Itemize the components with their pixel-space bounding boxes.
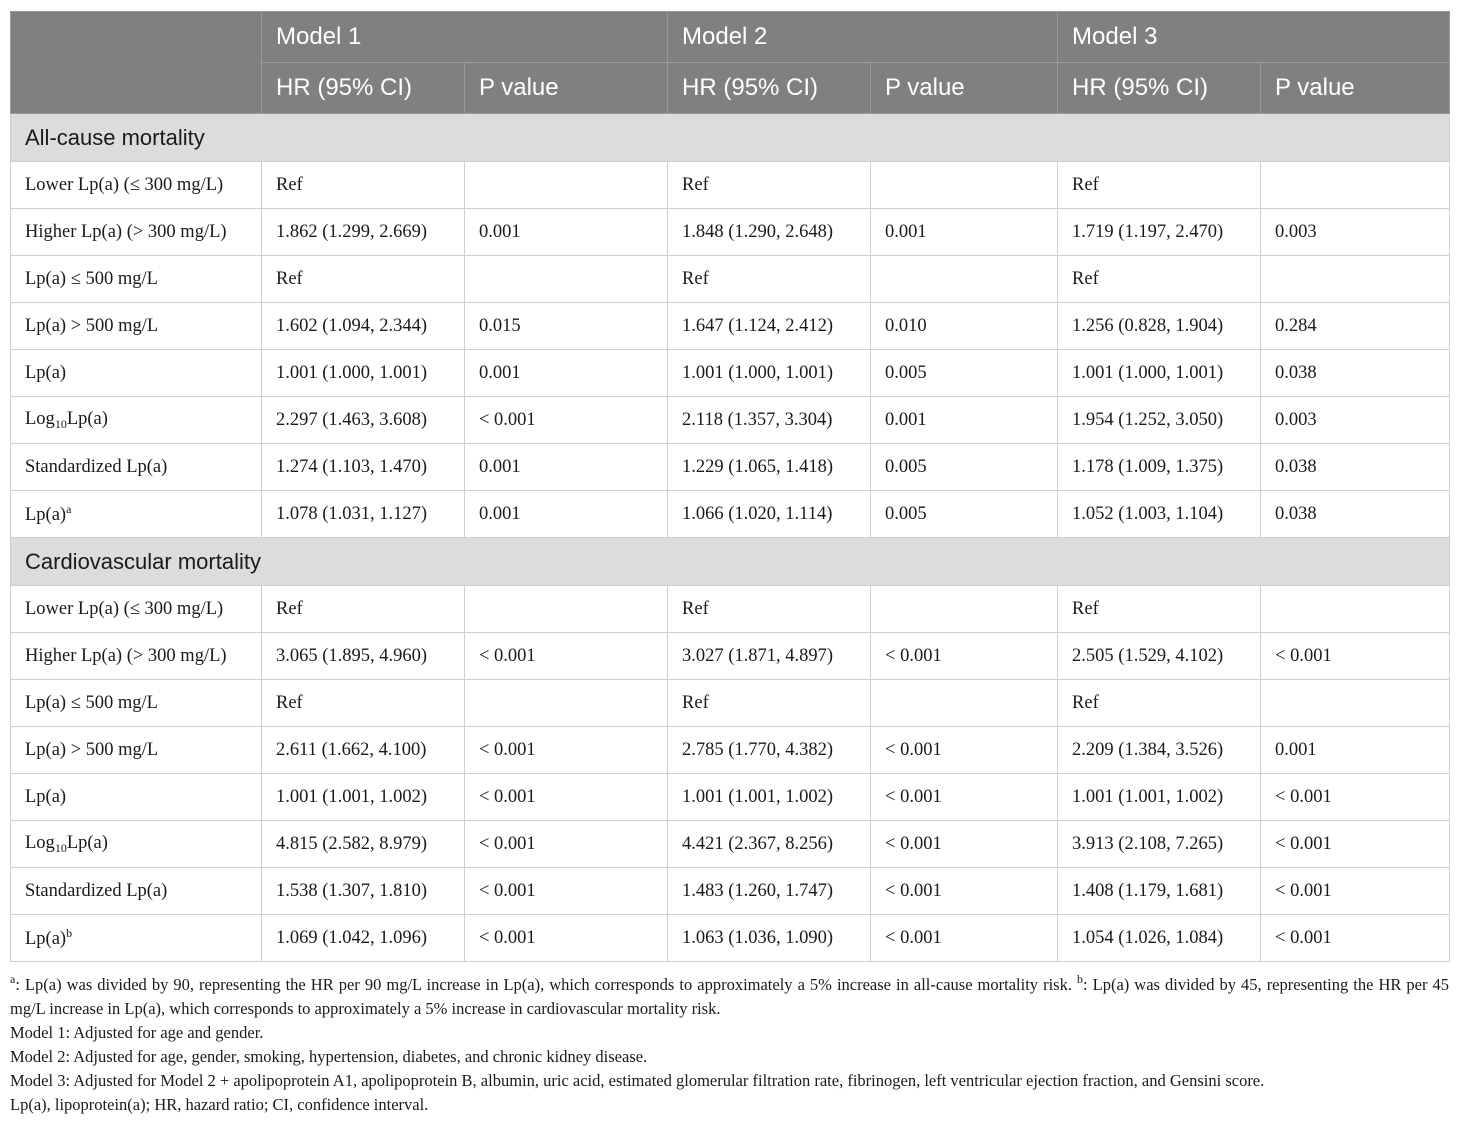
row-label	[11, 491, 262, 538]
p-value-cell: < 0.001	[465, 774, 668, 821]
hr-ci-cell: 1.001 (1.000, 1.001)	[668, 350, 871, 397]
hazard-ratio-table	[10, 11, 1450, 962]
row-label-text: Lp(a)	[66, 408, 108, 429]
p-value-cell: < 0.001	[465, 821, 668, 868]
hr-ci-cell: Ref	[1058, 162, 1261, 209]
table-row	[11, 915, 1450, 962]
row-label: Lp(a)	[11, 774, 262, 821]
hr-ci-cell: Ref	[668, 256, 871, 303]
p-value-cell: < 0.001	[1261, 821, 1450, 868]
p-value-cell	[1261, 162, 1450, 209]
footnote-a-text: : Lp(a) was divided by 90, representing the HR per 90 mg/L increase in Lp(a), which corresponds to approximately a 5% increase in all-cause mortality risk.	[15, 975, 1077, 994]
p-value-cell: < 0.001	[1261, 633, 1450, 680]
p-value-cell: 0.001	[871, 397, 1058, 444]
hr-ci-cell: 1.178 (1.009, 1.375)	[1058, 444, 1261, 491]
footnote-abbreviations: Lp(a), lipoprotein(a); HR, hazard ratio; CI, confidence interval.	[10, 1095, 429, 1114]
section-title: Cardiovascular mortality	[11, 538, 1450, 586]
row-label	[11, 397, 262, 444]
p-value-cell: 0.005	[871, 491, 1058, 538]
header-row-models	[11, 12, 1450, 63]
row-label-superscript: b	[66, 926, 73, 940]
p-value-cell: < 0.001	[465, 727, 668, 774]
table-row	[11, 680, 1450, 727]
p-value-cell	[871, 256, 1058, 303]
hr-ci-cell: 1.954 (1.252, 3.050)	[1058, 397, 1261, 444]
p-value-cell	[465, 680, 668, 727]
row-label-text: Lp(a)	[66, 832, 108, 853]
p-value-cell: < 0.001	[1261, 868, 1450, 915]
hr-ci-cell: Ref	[1058, 680, 1261, 727]
p-value-cell	[871, 680, 1058, 727]
footnote-model-2: Model 2: Adjusted for age, gender, smoking, hypertension, diabetes, and chronic kidney disease.	[10, 1047, 648, 1066]
p-value-cell: 0.001	[465, 491, 668, 538]
hr-ci-cell: 4.421 (2.367, 8.256)	[668, 821, 871, 868]
footnote-b-mark: b	[1077, 972, 1083, 986]
table-row	[11, 350, 1450, 397]
hr-ci-cell: 2.611 (1.662, 4.100)	[262, 727, 465, 774]
hr-ci-cell: Ref	[668, 162, 871, 209]
row-label: Higher Lp(a) (> 300 mg/L)	[11, 209, 262, 256]
p-value-cell: 0.038	[1261, 350, 1450, 397]
row-label-text: Lp(a)	[25, 505, 67, 525]
section-row	[11, 538, 1450, 586]
hr-ci-cell: 1.647 (1.124, 2.412)	[668, 303, 871, 350]
row-label: Lp(a) ≤ 500 mg/L	[11, 680, 262, 727]
hr-ci-cell: 2.209 (1.384, 3.526)	[1058, 727, 1261, 774]
hr-ci-cell: Ref	[1058, 586, 1261, 633]
row-label-text: Lp(a)	[25, 929, 67, 949]
row-label	[11, 821, 262, 868]
hr-ci-cell: 2.118 (1.357, 3.304)	[668, 397, 871, 444]
row-label-subscript: 10	[54, 840, 67, 855]
header-p-model-1: P value	[465, 63, 668, 114]
hr-ci-cell: Ref	[668, 680, 871, 727]
table-row	[11, 586, 1450, 633]
p-value-cell: 0.001	[1261, 727, 1450, 774]
footnote-superscripts	[10, 967, 1449, 1021]
row-label: Higher Lp(a) (> 300 mg/L)	[11, 633, 262, 680]
table-body	[11, 114, 1450, 962]
section-title: All-cause mortality	[11, 114, 1450, 162]
p-value-cell	[465, 256, 668, 303]
p-value-cell	[465, 162, 668, 209]
row-label: Lower Lp(a) (≤ 300 mg/L)	[11, 162, 262, 209]
p-value-cell: 0.003	[1261, 209, 1450, 256]
row-label: Lp(a) ≤ 500 mg/L	[11, 256, 262, 303]
hr-ci-cell: 1.274 (1.103, 1.470)	[262, 444, 465, 491]
hr-ci-cell: Ref	[1058, 256, 1261, 303]
hr-ci-cell: 1.538 (1.307, 1.810)	[262, 868, 465, 915]
header-model-3: Model 3	[1058, 12, 1450, 63]
p-value-cell: < 0.001	[1261, 774, 1450, 821]
hr-ci-cell: 1.408 (1.179, 1.681)	[1058, 868, 1261, 915]
p-value-cell: < 0.001	[465, 397, 668, 444]
header-blank	[11, 12, 262, 114]
row-label: Standardized Lp(a)	[11, 868, 262, 915]
p-value-cell: < 0.001	[465, 633, 668, 680]
p-value-cell: 0.005	[871, 444, 1058, 491]
row-label: Standardized Lp(a)	[11, 444, 262, 491]
row-label: Lp(a) > 500 mg/L	[11, 727, 262, 774]
hr-ci-cell: 1.719 (1.197, 2.470)	[1058, 209, 1261, 256]
hr-ci-cell: 4.815 (2.582, 8.979)	[262, 821, 465, 868]
hr-ci-cell: 3.027 (1.871, 4.897)	[668, 633, 871, 680]
footnote-model-3: Model 3: Adjusted for Model 2 + apolipoprotein A1, apolipoprotein B, albumin, uric acid, estimated glomerular filtration rate, fibrinogen, left ventricular ejection fraction, and Gensini score.	[10, 1071, 1265, 1090]
p-value-cell: 0.038	[1261, 444, 1450, 491]
p-value-cell: < 0.001	[871, 821, 1058, 868]
hr-ci-cell: 1.069 (1.042, 1.096)	[262, 915, 465, 962]
hr-ci-cell: Ref	[262, 162, 465, 209]
header-model-1: Model 1	[262, 12, 668, 63]
header-hr-model-2: HR (95% CI)	[668, 63, 871, 114]
p-value-cell: < 0.001	[465, 868, 668, 915]
row-label: Lower Lp(a) (≤ 300 mg/L)	[11, 586, 262, 633]
p-value-cell: 0.001	[465, 209, 668, 256]
hr-ci-cell: Ref	[262, 256, 465, 303]
table-row	[11, 209, 1450, 256]
p-value-cell: < 0.001	[871, 915, 1058, 962]
hr-ci-cell: 1.066 (1.020, 1.114)	[668, 491, 871, 538]
table-row	[11, 162, 1450, 209]
hr-ci-cell: 1.001 (1.000, 1.001)	[262, 350, 465, 397]
p-value-cell: 0.284	[1261, 303, 1450, 350]
header-model-2: Model 2	[668, 12, 1058, 63]
hr-ci-cell: 3.065 (1.895, 4.960)	[262, 633, 465, 680]
table-row	[11, 491, 1450, 538]
p-value-cell: 0.005	[871, 350, 1058, 397]
p-value-cell: 0.015	[465, 303, 668, 350]
hr-ci-cell: Ref	[262, 586, 465, 633]
header-p-model-3: P value	[1261, 63, 1450, 114]
hr-ci-cell: 3.913 (2.108, 7.265)	[1058, 821, 1261, 868]
p-value-cell	[1261, 256, 1450, 303]
row-label: Lp(a) > 500 mg/L	[11, 303, 262, 350]
p-value-cell	[871, 586, 1058, 633]
hr-ci-cell: Ref	[668, 586, 871, 633]
footnote-b-text: : Lp(a) was divided by 45, representing the HR per 45 mg/L increase in Lp(a), which corresponds to approximately a 5% increase in cardiovascular mortality risk.	[10, 975, 1450, 1018]
row-label	[11, 915, 262, 962]
table-footnotes	[10, 967, 1449, 1117]
p-value-cell: < 0.001	[871, 868, 1058, 915]
p-value-cell	[465, 586, 668, 633]
hr-ci-cell: 1.862 (1.299, 2.669)	[262, 209, 465, 256]
table-row	[11, 303, 1450, 350]
hr-ci-cell: 1.063 (1.036, 1.090)	[668, 915, 871, 962]
section-row	[11, 114, 1450, 162]
table-row	[11, 633, 1450, 680]
p-value-cell: < 0.001	[871, 774, 1058, 821]
footnote-a-mark: a	[10, 972, 16, 986]
p-value-cell: < 0.001	[465, 915, 668, 962]
hr-ci-cell: 2.505 (1.529, 4.102)	[1058, 633, 1261, 680]
table-row	[11, 727, 1450, 774]
hr-ci-cell: 1.001 (1.001, 1.002)	[262, 774, 465, 821]
p-value-cell: 0.001	[871, 209, 1058, 256]
footnote-model-1: Model 1: Adjusted for age and gender.	[10, 1023, 264, 1042]
table-row	[11, 821, 1450, 868]
p-value-cell: 0.003	[1261, 397, 1450, 444]
hr-ci-cell: 1.848 (1.290, 2.648)	[668, 209, 871, 256]
header-p-model-2: P value	[871, 63, 1058, 114]
hr-ci-cell: 1.078 (1.031, 1.127)	[262, 491, 465, 538]
row-label-subscript: 10	[54, 416, 67, 431]
row-label-text: Log	[25, 832, 55, 853]
hr-ci-cell: 1.483 (1.260, 1.747)	[668, 868, 871, 915]
p-value-cell: < 0.001	[871, 633, 1058, 680]
p-value-cell: 0.038	[1261, 491, 1450, 538]
p-value-cell: 0.010	[871, 303, 1058, 350]
table-row	[11, 868, 1450, 915]
table-row	[11, 397, 1450, 444]
hr-ci-cell: Ref	[262, 680, 465, 727]
row-label-text: Log	[25, 408, 55, 429]
p-value-cell: 0.001	[465, 444, 668, 491]
header-hr-model-1: HR (95% CI)	[262, 63, 465, 114]
hr-ci-cell: 2.785 (1.770, 4.382)	[668, 727, 871, 774]
hr-ci-cell: 1.256 (0.828, 1.904)	[1058, 303, 1261, 350]
table-container	[10, 11, 1449, 1117]
table-row	[11, 774, 1450, 821]
p-value-cell: < 0.001	[1261, 915, 1450, 962]
table-row	[11, 256, 1450, 303]
hr-ci-cell: 1.001 (1.001, 1.002)	[1058, 774, 1261, 821]
hr-ci-cell: 2.297 (1.463, 3.608)	[262, 397, 465, 444]
hr-ci-cell: 1.054 (1.026, 1.084)	[1058, 915, 1261, 962]
row-label-superscript: a	[66, 502, 72, 516]
p-value-cell	[871, 162, 1058, 209]
hr-ci-cell: 1.001 (1.001, 1.002)	[668, 774, 871, 821]
header-hr-model-3: HR (95% CI)	[1058, 63, 1261, 114]
hr-ci-cell: 1.052 (1.003, 1.104)	[1058, 491, 1261, 538]
hr-ci-cell: 1.602 (1.094, 2.344)	[262, 303, 465, 350]
p-value-cell	[1261, 680, 1450, 727]
p-value-cell: 0.001	[465, 350, 668, 397]
p-value-cell	[1261, 586, 1450, 633]
table-row	[11, 444, 1450, 491]
row-label: Lp(a)	[11, 350, 262, 397]
hr-ci-cell: 1.001 (1.000, 1.001)	[1058, 350, 1261, 397]
p-value-cell: < 0.001	[871, 727, 1058, 774]
hr-ci-cell: 1.229 (1.065, 1.418)	[668, 444, 871, 491]
